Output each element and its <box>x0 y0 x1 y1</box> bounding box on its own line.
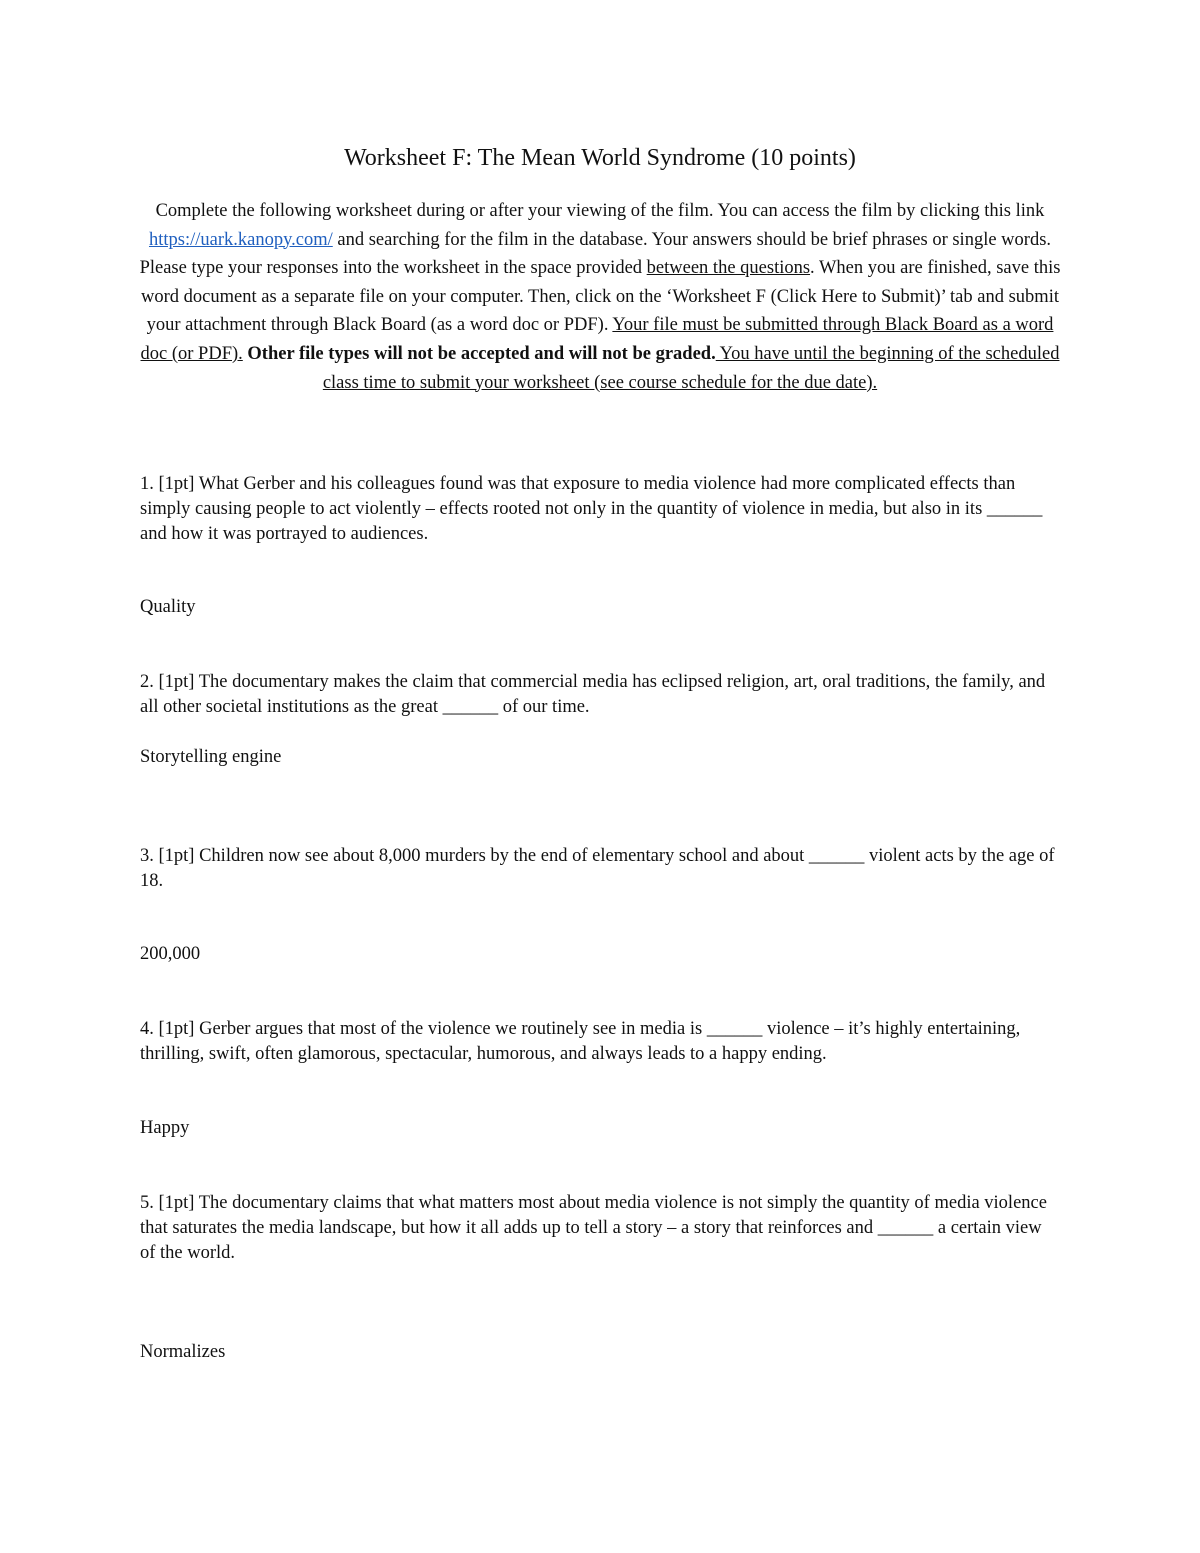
question-5: 5. [1pt] The documentary claims that what matters most about media violence is not simply the quantity of media violence that saturates the media landscape, but how it all adds up to tell a story – a story that reinforces and ______ a certain view of the world. <box>140 1193 1047 1263</box>
answer-5: Normalizes <box>140 1342 226 1362</box>
instructions-text-2: and searching for the film in the database. Your answers should be brief phrases or single words. Please type your responses into the worksheet in the space provided <box>139 229 1052 279</box>
instructions-paragraph <box>138 197 1062 397</box>
instructions-underlined-3: You have until the beginning of the scheduled class time to submit your worksheet (see course schedule for the due date). <box>322 343 1060 393</box>
instructions-underlined-2: Your file must be submitted through Black Board as a word doc (or PDF). <box>140 315 1054 364</box>
instructions-text-3: . When you are finished, save this word document as a separate file on your computer. Then, click on the ‘Worksheet F (Click Here to Submit)’ tab and submit your attachment through Black Board (as a word doc or PDF). <box>141 258 1061 336</box>
answer-4: Happy <box>140 1118 190 1138</box>
question-2: 2. [1pt] The documentary makes the claim that commercial media has eclipsed religion, art, oral traditions, the family, and all other societal institutions as the great ______ of our time. <box>140 672 1046 717</box>
answer-2: Storytelling engine <box>140 747 282 767</box>
kanopy-link[interactable]: https://uark.kanopy.com/ <box>148 229 333 250</box>
question-1: 1. [1pt] What Gerber and his colleagues found was that exposure to media violence had more complicated effects than simply causing people to act violently – effects rooted not only in the quantity of violence in media, but also in its ______ and how it was portrayed to audiences. <box>140 474 1043 544</box>
answer-3: 200,000 <box>140 944 201 964</box>
instructions-text-1: Complete the following worksheet during or after your viewing of the film. You can access the film by clicking this link <box>155 201 1045 221</box>
question-3: 3. [1pt] Children now see about 8,000 murders by the end of elementary school and about ______ violent acts by the age of 18. <box>140 846 1055 891</box>
answer-1: Quality <box>140 597 196 617</box>
question-4: 4. [1pt] Gerber argues that most of the violence we routinely see in media is ______ violence – it’s highly entertaining, thrilling, swift, often glamorous, spectacular, humorous, and always leads to a happy ending. <box>140 1019 1021 1064</box>
instructions-bold-warning: Other file types will not be accepted and will not be graded. <box>242 343 716 364</box>
page-title: Worksheet F: The Mean World Syndrome (10 points) <box>344 145 856 171</box>
instructions-underlined-1: between the questions <box>646 258 811 279</box>
